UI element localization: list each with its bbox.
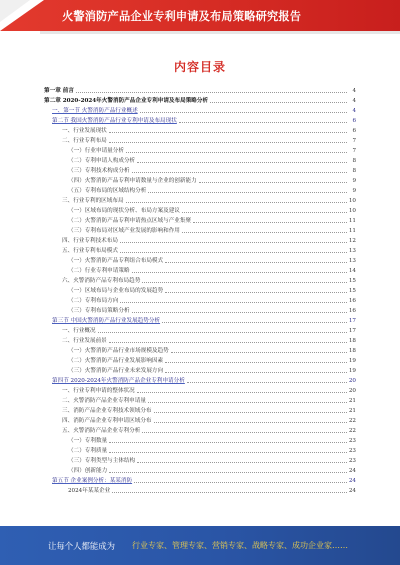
toc-entry-page: 4 [352, 88, 356, 94]
toc-entry-page: 9 [352, 178, 356, 184]
toc-entry[interactable] [44, 384, 356, 394]
footer-tagline: 行业专家、管理专家、营销专家、战略专家、成功企业家…… [132, 541, 348, 550]
toc-entry[interactable] [44, 444, 356, 454]
toc-dot-leader [137, 392, 347, 393]
toc-entry-page: 6 [352, 128, 356, 134]
toc-entry[interactable] [44, 174, 356, 184]
toc-entry[interactable] [44, 274, 356, 284]
toc-dot-leader [193, 222, 347, 223]
toc-dot-leader [148, 192, 347, 193]
toc-dot-leader [148, 402, 347, 403]
toc-dot-leader [154, 422, 347, 423]
toc-entry-label: （一）区域布局与企业布局的发展趋势 [68, 288, 164, 294]
toc-dot-leader [120, 302, 347, 303]
toc-dot-leader [109, 442, 347, 443]
toc-entry-page: 24 [348, 478, 356, 484]
toc-entry-label: 二、火警消防产品企业专利申请量 [62, 398, 146, 404]
toc-dot-leader [137, 162, 347, 163]
header-corner-accent [0, 0, 30, 22]
toc-entry-label: 六、火警消防产品专利布局趋势 [62, 278, 141, 284]
toc-entry-label: 五、行业专利布局模式 [62, 248, 118, 254]
toc-entry-page: 10 [348, 208, 356, 214]
toc-dot-leader [132, 312, 347, 313]
toc-entry[interactable] [44, 284, 356, 294]
toc-dot-leader [165, 292, 347, 293]
toc-entry-page: 15 [348, 278, 356, 284]
table-of-contents [44, 84, 356, 524]
toc-entry-label: （二）行业专利申请策略 [68, 268, 130, 274]
toc-entry-label: 四、行业专利技术布局 [62, 238, 118, 244]
toc-dot-leader [112, 492, 347, 493]
toc-entry-page: 10 [348, 198, 356, 204]
toc-entry-label: 一、行业发展现状 [62, 128, 107, 134]
toc-entry-page: 24 [348, 468, 356, 474]
toc-entry-label: （四）火警消防产品专利申请数量与企业的创新能力 [68, 178, 197, 184]
toc-entry[interactable] [44, 84, 356, 94]
toc-entry-label: （二）专利质量 [68, 448, 108, 454]
toc-dot-leader [109, 342, 347, 343]
toc-entry[interactable] [44, 264, 356, 274]
toc-entry-page: 7 [352, 148, 356, 154]
toc-entry-label: （四）创新能力 [68, 468, 108, 474]
toc-entry-page: 12 [348, 238, 356, 244]
toc-entry-page: 11 [348, 218, 356, 224]
toc-entry-page: 22 [348, 418, 356, 424]
toc-entry-label: （五）专利布局的区域结构分析 [68, 188, 147, 194]
toc-entry[interactable] [44, 394, 356, 404]
toc-entry-page: 21 [348, 408, 356, 414]
toc-entry-label: （一）区域布局的现状分析、布局方案及建议 [68, 208, 180, 214]
toc-entry-label: （二）火警消防产品专利申请热点区域与产业集聚 [68, 218, 192, 224]
toc-entry[interactable] [44, 144, 356, 154]
toc-entry[interactable] [44, 294, 356, 304]
toc-dot-leader [132, 172, 347, 173]
toc-entry-page: 20 [348, 388, 356, 394]
toc-entry-label: （三）专利布局策略分析 [68, 308, 130, 314]
toc-entry[interactable] [44, 234, 356, 244]
toc-entry-label: 二、行业专利布局 [62, 138, 107, 144]
toc-entry[interactable] [44, 314, 356, 324]
toc-entry[interactable] [44, 134, 356, 144]
toc-entry-label: 一、行业专利申请的整体状况 [62, 388, 135, 394]
toc-entry[interactable] [44, 354, 356, 364]
toc-dot-leader [98, 332, 347, 333]
toc-dot-leader [109, 132, 347, 133]
toc-entry-page: 24 [348, 488, 356, 494]
toc-entry-label: 第三节 中国火警消防产品行业发展趋势分析 [52, 318, 161, 324]
toc-entry-label: （二）专利申请人构成分析 [68, 158, 136, 164]
page-header [0, 0, 400, 36]
toc-entry[interactable] [44, 154, 356, 164]
toc-entry-page: 13 [348, 258, 356, 264]
toc-entry[interactable] [44, 214, 356, 224]
toc-entry-page: 15 [348, 288, 356, 294]
toc-entry[interactable] [44, 464, 356, 474]
toc-entry-page: 23 [348, 438, 356, 444]
toc-entry-page: 17 [348, 328, 356, 334]
toc-dot-leader [165, 362, 347, 363]
toc-entry-page: 22 [348, 428, 356, 434]
toc-entry-page: 19 [348, 358, 356, 364]
toc-dot-leader [109, 472, 347, 473]
toc-entry-page: 11 [348, 228, 356, 234]
toc-entry-page: 13 [348, 248, 356, 254]
toc-entry-label: （三）火警消防产品行业未来发展方向 [68, 368, 164, 374]
toc-dot-leader [142, 282, 347, 283]
toc-entry-label: 二、行业发展前景 [62, 338, 107, 344]
toc-dot-leader [165, 262, 347, 263]
toc-entry-label: （三）专利类型与主体结构 [68, 458, 136, 464]
toc-entry-label: （三）专利技术构成分析 [68, 168, 130, 174]
report-title: 火警消防产品企业专利申请及布局策略研究报告 [62, 10, 302, 23]
toc-dot-leader [109, 452, 347, 453]
toc-dot-leader [179, 122, 347, 123]
toc-entry-page: 16 [348, 298, 356, 304]
toc-dot-leader [165, 372, 347, 373]
toc-entry[interactable] [44, 114, 356, 124]
footer-slogan: 让每个人都能成为 [48, 541, 115, 551]
toc-dot-leader [76, 92, 347, 93]
toc-entry-label: （一）专利数量 [68, 438, 108, 444]
toc-dot-leader [187, 382, 347, 383]
toc-entry-page: 17 [348, 318, 356, 324]
toc-entry[interactable] [44, 404, 356, 414]
toc-dot-leader [154, 412, 347, 413]
toc-entry[interactable] [44, 224, 356, 234]
toc-dot-leader [134, 482, 347, 483]
toc-entry-page: 7 [352, 138, 356, 144]
toc-entry[interactable] [44, 94, 356, 104]
toc-dot-leader [126, 152, 347, 153]
toc-dot-leader [109, 142, 347, 143]
toc-entry-page: 8 [352, 158, 356, 164]
toc-entry[interactable] [44, 414, 356, 424]
toc-entry-page: 18 [348, 348, 356, 354]
toc-entry[interactable] [44, 364, 356, 374]
page-footer [0, 526, 400, 565]
toc-entry-label: 四、消防产品企业专利申请区域分布 [62, 418, 152, 424]
toc-entry[interactable] [44, 194, 356, 204]
toc-entry-label: （一）火警消防产品行业市场规模及趋势 [68, 348, 169, 354]
toc-entry-label: 第一章 前言 [44, 88, 74, 94]
toc-entry[interactable] [44, 184, 356, 194]
toc-entry-label: 一、行业概况 [62, 328, 96, 334]
toc-entry-label: （二）火警消防产品行业发展影响因素 [68, 358, 164, 364]
toc-entry[interactable] [44, 474, 356, 484]
toc-entry-label: 第二节 我国火警消防产品行业专利申请及布局现状 [52, 118, 177, 124]
toc-entry[interactable] [44, 244, 356, 254]
toc-entry[interactable] [44, 334, 356, 344]
toc-entry-page: 21 [348, 398, 356, 404]
toc-entry-label: 五、火警消防产品企业专利分析 [62, 428, 141, 434]
toc-entry[interactable] [44, 424, 356, 434]
toc-dot-leader [182, 212, 347, 213]
toc-entry-label: （三）专利布局对区域产业发展的影响和作用 [68, 228, 180, 234]
toc-entry[interactable] [44, 124, 356, 134]
toc-entry-page: 18 [348, 338, 356, 344]
toc-entry-label: 三、行业专利的区域布局 [62, 198, 124, 204]
toc-dot-leader [199, 182, 347, 183]
toc-entry-page: 23 [348, 458, 356, 464]
toc-entry[interactable] [44, 324, 356, 334]
toc-entry[interactable] [44, 204, 356, 214]
toc-entry[interactable] [44, 484, 356, 494]
toc-entry[interactable] [44, 164, 356, 174]
toc-dot-leader [120, 252, 347, 253]
toc-dot-leader [140, 112, 347, 113]
toc-dot-leader [182, 232, 347, 233]
toc-entry-page: 19 [348, 368, 356, 374]
toc-entry-page: 4 [352, 98, 356, 104]
toc-entry[interactable] [44, 374, 356, 384]
toc-dot-leader [137, 462, 347, 463]
toc-entry-page: 8 [352, 168, 356, 174]
toc-entry-label: （一）行业申请量分析 [68, 148, 124, 154]
toc-entry-page: 16 [348, 308, 356, 314]
toc-entry[interactable] [44, 104, 356, 114]
toc-dot-leader [126, 202, 347, 203]
toc-entry-label: 第四节 2020-2024年火警消防产品企业专利申请分析 [52, 378, 185, 384]
toc-dot-leader [132, 272, 347, 273]
header-underline-stripe [40, 31, 400, 34]
toc-dot-leader [171, 352, 347, 353]
toc-entry-page: 20 [348, 378, 356, 384]
toc-entry-label: 一、第一节 火警消防产品行业概述 [52, 108, 138, 114]
toc-dot-leader [142, 432, 347, 433]
toc-entry-label: 2024年某某企业 [68, 488, 111, 494]
toc-entry-page: 9 [352, 188, 356, 194]
toc-entry-page: 14 [348, 268, 356, 274]
toc-entry[interactable] [44, 254, 356, 264]
toc-dot-leader [162, 322, 347, 323]
toc-entry-page: 6 [352, 118, 356, 124]
toc-entry[interactable] [44, 344, 356, 354]
toc-entry-label: 第五节 企业案例分析：某某消防 [52, 478, 133, 484]
toc-title: 内容目录 [173, 60, 226, 74]
toc-entry-label: 三、消防产品企业专利技术领域分布 [62, 408, 152, 414]
toc-entry[interactable] [44, 434, 356, 444]
toc-entry-label: （一）火警消防产品专利组合布局模式 [68, 258, 164, 264]
toc-entry-page: 4 [352, 108, 356, 114]
toc-dot-leader [210, 102, 347, 103]
toc-entry[interactable] [44, 304, 356, 314]
toc-entry-label: 第二章 2020-2024年火警消防产品企业专利申请及布局策略分析 [44, 98, 209, 104]
toc-entry-page: 23 [348, 448, 356, 454]
toc-dot-leader [120, 242, 347, 243]
toc-entry-label: （二）专利布局方向 [68, 298, 119, 304]
toc-entry[interactable] [44, 454, 356, 464]
